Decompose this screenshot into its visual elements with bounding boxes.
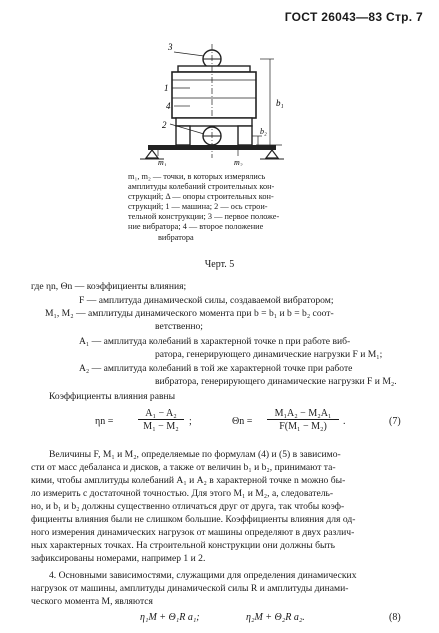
- def-line: M₁, M₂ — амплитуды динамического момента при b = b₁ и b = b₂ соот-: [45, 308, 334, 319]
- para2-line: 4. Основными зависимостями, служащими для определения динамических: [49, 570, 357, 581]
- machine-body: [172, 72, 256, 118]
- formula7-eta-num: A₁ − A₂: [138, 408, 184, 420]
- para1-line: но, и b₁ и b₂ должны существенно отличаться друг от друга, так чтобы коэф-: [31, 501, 345, 512]
- caption-line: струкций; 1 — машина; 2 — ось строи-: [128, 202, 268, 212]
- para1-line: зафиксированы номерами, например 1 и 2.: [31, 553, 206, 564]
- caption-line: тельной конструкции; 3 — первое положе-: [128, 212, 280, 222]
- para2-line: нагрузок от машины, амплитуды динамической силы R и амплитуды динами-: [31, 583, 349, 594]
- formula8-number: (8): [389, 612, 401, 623]
- para1-line: фициенты влияния были не слишком большие. Коэффициенты влияния для од-: [31, 514, 356, 525]
- label-4: 4: [166, 101, 171, 111]
- support-right: [266, 150, 278, 158]
- caption-line: вибратора: [158, 232, 194, 242]
- formula7-sep: ;: [189, 416, 192, 427]
- formula7-dot: .: [343, 416, 346, 427]
- para1-line: сти от масс дебаланса и дисков, а также от величин b₁ и b₂, принимают та-: [31, 462, 336, 473]
- figure-caption: [128, 172, 372, 243]
- para1-line: ных характерных точках. На строительной конструкции они должны быть: [31, 540, 335, 551]
- formula7-number: (7): [389, 416, 401, 427]
- label-b1: b₁: [276, 98, 284, 108]
- para1-line: ло измерить с достаточной точностью. Для этого M₁ и M₂, а, следователь-: [31, 488, 334, 499]
- def-line: ратора, генерирующего динамические нагрузки F и M₁;: [155, 349, 383, 360]
- machine-diagram: [130, 36, 290, 166]
- def-line: F — амплитуда динамической силы, создаваемой вибратором;: [79, 295, 334, 306]
- para1-line: кими, чтобы амплитуды колебаний A₁ и A₂ в характерной точке n можно бы-: [31, 475, 346, 486]
- def-line: ветственно;: [155, 321, 203, 332]
- formula7-theta-den: F(M₁ − M₂): [279, 421, 327, 432]
- caption-line: амплитуды колебаний строительных кон-: [128, 182, 275, 192]
- top-plate: [178, 66, 250, 72]
- def-line: A₂ — амплитуда колебаний в той же характерной точке при работе: [79, 363, 353, 374]
- def-line: вибратора, генерирующего динамические нагрузки F и M₂.: [155, 376, 397, 387]
- label-1: 1: [164, 83, 169, 93]
- formula7-eta-den: M₁ − M₂: [143, 421, 179, 432]
- para2-line: ческого момента M, являются: [31, 596, 153, 607]
- base-beam: [148, 145, 276, 150]
- formula7-eta-lhs: ηn =: [95, 416, 114, 427]
- coef-intro: Коэффициенты влияния равны: [49, 391, 176, 402]
- formula7-theta-num: M₁A₂ − M₂A₁: [267, 408, 339, 420]
- machine-figure: [130, 36, 290, 166]
- caption-line: m₁, m₂ — точки, в которых измерялись: [128, 172, 266, 181]
- formula8-right: η₂M + Θ₂R a₂.: [246, 612, 305, 623]
- caption-line: струкций; Δ — опоры строительных кон-: [128, 192, 274, 202]
- label-3: 3: [168, 42, 173, 52]
- label-m2: m₂: [234, 158, 243, 166]
- figure-title: Черт. 5: [204, 259, 235, 270]
- label-2: 2: [162, 120, 167, 130]
- def-line: где ηn, Θn — коэффициенты влияния;: [31, 281, 187, 292]
- label-b2: b₂: [260, 127, 267, 136]
- page-header: ГОСТ 26043—83 Стр. 7: [284, 10, 423, 24]
- caption-line: ние вибратора; 4 — второе положение: [128, 222, 264, 232]
- para1-line: ного измерения динамических нагрузок от машины определяют в двух различ-: [31, 527, 355, 538]
- formula7-theta-lhs: Θn =: [232, 416, 253, 427]
- def-line: A₁ — амплитуда колебаний в характерной точке n при работе виб-: [79, 336, 351, 347]
- para1-line: Величины F, M₁ и M₂, определяемые по формулам (4) и (5) в зависимо-: [49, 449, 341, 460]
- formula8-left: η₁M + Θ₁R a₁;: [140, 612, 200, 623]
- label-m1: m₁: [158, 158, 167, 166]
- support-left: [146, 150, 158, 158]
